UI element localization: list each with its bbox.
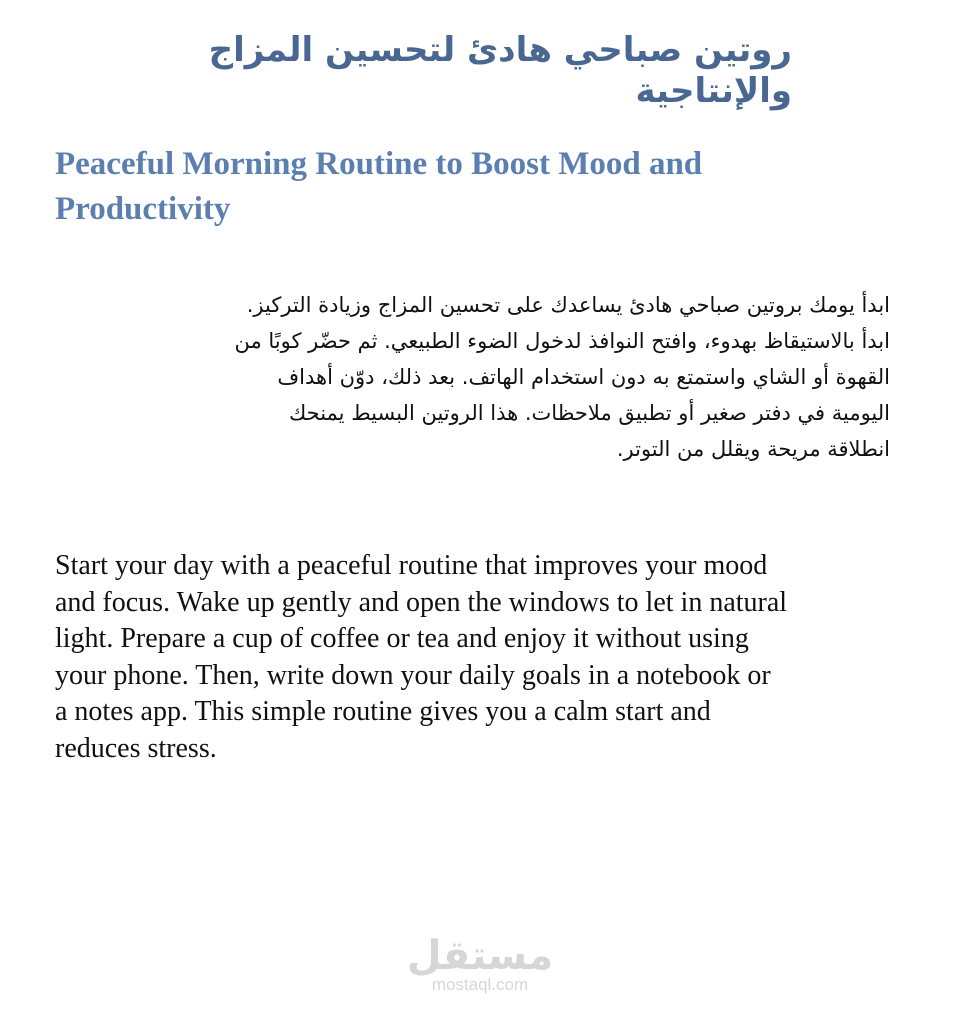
english-line: your phone. Then, write down your daily goals in a notebook or <box>55 659 771 691</box>
arabic-line: انطلاقة مريحة ويقلل من التوتر. <box>616 437 890 461</box>
english-title: Peaceful Morning Routine to Boost Mood and Productivity <box>55 146 703 227</box>
watermark-logo: مستقل <box>406 933 554 979</box>
english-line: and focus. Wake up gently and open the windows to let in natural <box>55 586 788 618</box>
arabic-line: ابدأ يومك بروتين صباحي هادئ يساعدك على تحسين المزاج وزيادة التركيز. <box>246 293 890 317</box>
english-line: light. Prepare a cup of coffee or tea and enjoy it without using <box>55 623 749 654</box>
english-line: reduces stress. <box>55 732 217 764</box>
arabic-line: ابدأ بالاستيقاظ بهدوء، وافتح النوافذ لدخول الضوء الطبيعي. ثم حضّر كوبًا من <box>234 329 890 353</box>
watermark-url: mostaql.com <box>431 975 529 994</box>
arabic-line: القهوة أو الشاي واستمتع به دون استخدام الهاتف. بعد ذلك، دوّن أهداف <box>277 365 890 389</box>
arabic-line: اليومية في دفتر صغير أو تطبيق ملاحظات. هذا الروتين البسيط يمنحك <box>288 401 890 425</box>
english-line: a notes app. This simple routine gives you a calm start and <box>55 696 711 727</box>
english-paragraph <box>55 548 895 767</box>
arabic-title: روتين صباحي هادئ لتحسين المزاج والإنتاجية <box>208 30 792 111</box>
arabic-paragraph <box>50 287 890 467</box>
english-line: Start your day with a peaceful routine that improves your mood <box>55 550 768 581</box>
mostaql-watermark <box>400 932 560 994</box>
